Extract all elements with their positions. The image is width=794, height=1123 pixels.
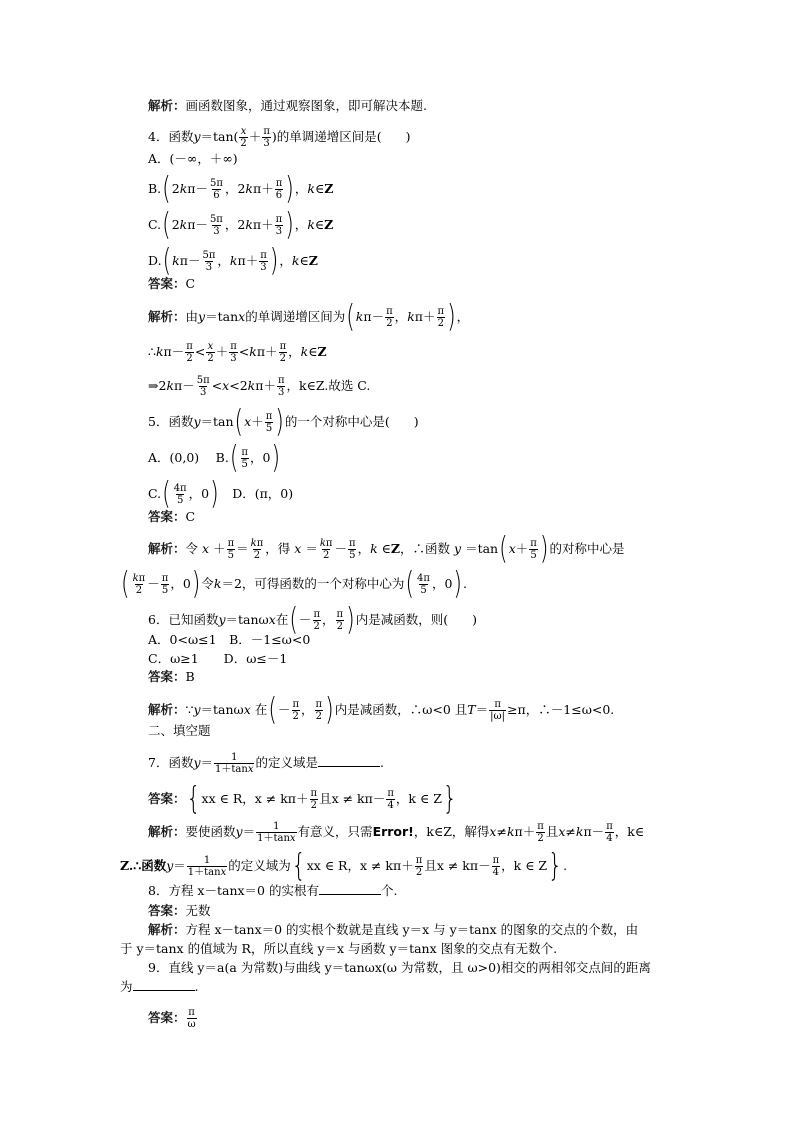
analysis-label: 解析：	[148, 824, 186, 839]
q9-stem-1: 9．直线 y＝a(a 为常数)与曲线 y＝tanωx(ω 为常数，且 ω>0)相交的两相邻交点间的距离	[148, 960, 651, 975]
q8-analysis-2: 于 y＝tanx 的值域为 R，所以直线 y＝x 与函数 y＝tanx 图象的交点有无数个.	[120, 941, 558, 956]
q6-analysis-a: ∵	[185, 702, 194, 717]
q8-answer-value: 无数	[185, 903, 211, 918]
q7-answer-and: 且x ≠ kπ－	[319, 791, 386, 806]
q7-line2-b: 的定义域为	[228, 858, 291, 873]
analysis-label: 解析：	[148, 98, 186, 113]
q6-number: 6．已知函数	[148, 612, 219, 627]
q5-answer-value: C	[185, 509, 196, 524]
q4-stem: 4．函数y＝tan( $\frac{x}{2}$ ＋ $\frac{\pi}{3}$ )的单调递增区间是( )	[148, 126, 411, 149]
q6-answer-value: B	[185, 669, 195, 684]
q5-stem-tail: 的一个对称中心是(	[284, 414, 390, 429]
analysis-label: 解析：	[148, 541, 186, 556]
section-heading: 二、填空题	[148, 723, 211, 738]
q7-answer-end: ，k ∈ Z	[395, 791, 442, 806]
q7-analysis-b: 有意义，只需	[297, 824, 373, 839]
q8-stem-end: 个.	[380, 883, 398, 898]
q9-stem-2-text: 为	[120, 979, 133, 994]
q7-stem: 7．函数y＝ $\frac{1}{1+\tan x}$ 的定义域是 .	[148, 752, 384, 775]
q7-analysis-c: ，k∈Z，解得	[413, 824, 490, 839]
q4-analysis-1: 解析：由y＝tanx的单调递增区间为(kπ－ $\frac{\pi}{2}$ ，kπ＋ $\frac{\pi}{2}$ )，	[148, 299, 470, 335]
analysis-label: 解析：	[148, 309, 186, 324]
q7-answer: 答案：{xx ∈ R，x ≠ kπ＋ $\frac{\pi}{2}$ 且x ≠ kπ－ $\frac{\pi}{4}$ ，k ∈ Z}	[148, 781, 457, 817]
q4-analysis-start: 由	[185, 309, 199, 324]
q5-analysis-b: ，得	[265, 541, 291, 556]
q6-analysis-c: 内是减函数，∴ω<0 且	[334, 702, 468, 717]
q4-analysis-tail: k∈Z.故选 C.	[299, 378, 371, 393]
q4-option-c: C.(2kπ－ $\frac{5\pi}{3}$ ，2kπ＋ $\frac{\pi}{3}$ )，k∈Z	[148, 207, 334, 243]
q8-blank	[319, 884, 381, 895]
q7-analysis-1: 解析：要使函数y＝ $\frac{1}{1+\tan x}$ 有意义，只需Error!，k∈Z，解得x≠kπ＋ $\frac{\pi}{2}$ 且x≠kπ－ $\frac{\pi}{4}$ ，k∈	[148, 821, 645, 844]
q6-analysis-b: 在	[254, 702, 268, 717]
q5-option-d: D．(π，0)	[232, 486, 294, 501]
q6-analysis-d: ，∴－1≤ω<0.	[525, 702, 615, 717]
q7-analysis-2: Z.∴函数y＝ $\frac{1}{1+\tan x}$ 的定义域为{xx ∈ R，x ≠ kπ＋ $\frac{\pi}{2}$ 且x ≠ kπ－ $\frac{\pi}{4}$ ，k ∈ Z}.	[120, 848, 568, 884]
q4-analysis-mid: 的单调递增区间为	[245, 309, 346, 324]
answer-label: 答案：	[148, 1010, 186, 1025]
q7-domain-text: xx ∈ R，x ≠ kπ＋	[306, 858, 414, 873]
q7-domain-end: ，k ∈ Z	[501, 858, 548, 873]
q4-close-paren: )	[405, 129, 411, 144]
answer-label: 答案：	[148, 903, 186, 918]
q4-analysis-2: ∴kπ－ $\frac{\pi}{2}$ < $\frac{x}{2}$ ＋ $\frac{\pi}{3}$ <kπ＋ $\frac{\pi}{2}$ ，k∈Z	[148, 341, 327, 364]
q6-analysis: 解析：∵y＝tanωx 在(－ $\frac{\pi}{2}$ ， $\frac{\pi}{2}$ )内是减函数，∴ω<0 且T＝ $\frac{\pi}{|\omega|}$ ≥π，∴－1≤ω<0.	[148, 692, 615, 728]
answer-label: 答案：	[148, 509, 186, 524]
q4-stem-tail: 的单调递增区间是(	[276, 129, 382, 144]
q5-options-ab: A．(0,0) B.( $\frac{\pi}{5}$ ，0)	[148, 440, 281, 476]
q7-blank	[318, 756, 380, 767]
q9-stem-2	[120, 980, 199, 994]
answer-label: 答案：	[148, 669, 186, 684]
q8-analysis-1	[148, 923, 638, 937]
q6-answer	[148, 670, 195, 684]
answer-label: 答案：	[148, 791, 186, 806]
q4-option-a: A．(－∞，＋∞)	[148, 151, 238, 166]
q4-option-b: B.(2kπ－ $\frac{5\pi}{6}$ ，2kπ＋ $\frac{\pi}{6}$ )，k∈Z	[148, 171, 334, 207]
q9-answer	[148, 1007, 198, 1030]
q7-answer-text: xx ∈ R，x ≠ kπ＋	[201, 791, 309, 806]
q6-stem-tail: 内是减函数，则(	[355, 612, 449, 627]
q7-domain-and: 且x ≠ kπ－	[424, 858, 491, 873]
q5-close-paren: )	[413, 414, 419, 429]
q4-option-d: D.(kπ－ $\frac{5\pi}{3}$ ，kπ＋ $\frac{\pi}{3}$ )，k∈Z	[148, 243, 318, 279]
q5-analysis-f: ，可得函数的一个对称中心为	[241, 576, 405, 591]
analysis-label: 解析：	[148, 922, 186, 937]
q9-stem-end: .	[194, 979, 199, 994]
q8-stem-text: 8．方程 x－tanx＝0 的实根有	[148, 883, 319, 898]
q5-analysis-c: ，∴函数	[400, 541, 451, 556]
q7-stem-tail: 的定义域是	[255, 755, 318, 770]
q8-answer	[148, 904, 211, 918]
q6-close-paren: )	[472, 612, 477, 627]
q5-analysis-e: 令	[201, 576, 214, 591]
q4-answer-value: C	[185, 276, 196, 291]
q7-analysis-d: 且	[545, 824, 559, 839]
q5-option-a: A．(0,0)	[148, 450, 200, 465]
q9-answer-den: ω	[187, 1019, 196, 1030]
q8-stem	[148, 884, 397, 898]
q9-answer-num: π	[188, 1007, 195, 1018]
q6-stem-mid: 在	[275, 612, 289, 627]
q4-number: 4．函数	[148, 129, 194, 144]
q5-stem: 5．函数y＝tan(x＋ $\frac{\pi}{5}$ )的一个对称中心是( )	[148, 404, 419, 440]
q4-analysis-3: ⇒2kπ－ $\frac{5\pi}{3}$ <x<2kπ＋ $\frac{\pi}{3}$ ，k∈Z.故选 C.	[148, 375, 371, 398]
q6-options-cd: C．ω≥1 D．ω≤－1	[148, 651, 288, 666]
q5-analysis-1: 解析：令 x ＋ $\frac{\pi}{5}$ ＝ $\frac{k\pi}{2}$ ，得 x ＝ $\frac{k\pi}{2}$ － $\frac{\pi}{5}$ ，k ∈Z，∴函数 y ＝tan(x＋ $\frac{\pi}{5}$ )的对称中心是	[148, 531, 625, 567]
q4-answer	[148, 277, 195, 291]
q5-analysis-a: 令	[185, 541, 199, 556]
q7-line2-a: Z.∴函数	[120, 858, 167, 873]
q7-error-text: Error!	[372, 824, 414, 839]
q7-analysis-e: ，k∈	[614, 824, 645, 839]
analysis-label: 解析：	[148, 702, 186, 717]
q5-options-cd: C.( $\frac{4\pi}{5}$ ，0) D．(π，0)	[148, 476, 294, 512]
q5-answer	[148, 510, 195, 524]
q9-blank	[133, 980, 195, 991]
q7-analysis-a: 要使函数	[185, 824, 236, 839]
q7-stem-end: .	[379, 755, 384, 770]
q3-analysis	[148, 99, 427, 113]
q7-number: 7．函数	[148, 755, 194, 770]
q5-number: 5．函数	[148, 414, 194, 429]
q3-analysis-text: 画函数图象，通过观察图象，即可解决本题.	[185, 98, 427, 113]
q5-analysis-d: 的对称中心是	[549, 541, 625, 556]
q8-analysis-1-text: 方程 x－tanx＝0 的实根个数就是直线 y＝x 与 y＝tanx 的图象的交点的个数，由	[185, 922, 639, 937]
answer-label: 答案：	[148, 276, 186, 291]
q5-analysis-2: ( $\frac{k\pi}{2}$ － $\frac{\pi}{5}$ ，0)令k＝2，可得函数的一个对称中心为( $\frac{4\pi}{5}$ ，0).	[121, 566, 467, 602]
q6-options-ab: A．0<ω≤1 B．－1≤ω<0	[148, 632, 311, 647]
q6-stem: 6．已知函数y＝tanωx在(－ $\frac{\pi}{2}$ ， $\frac{\pi}{2}$ )内是减函数，则( )	[148, 602, 477, 638]
